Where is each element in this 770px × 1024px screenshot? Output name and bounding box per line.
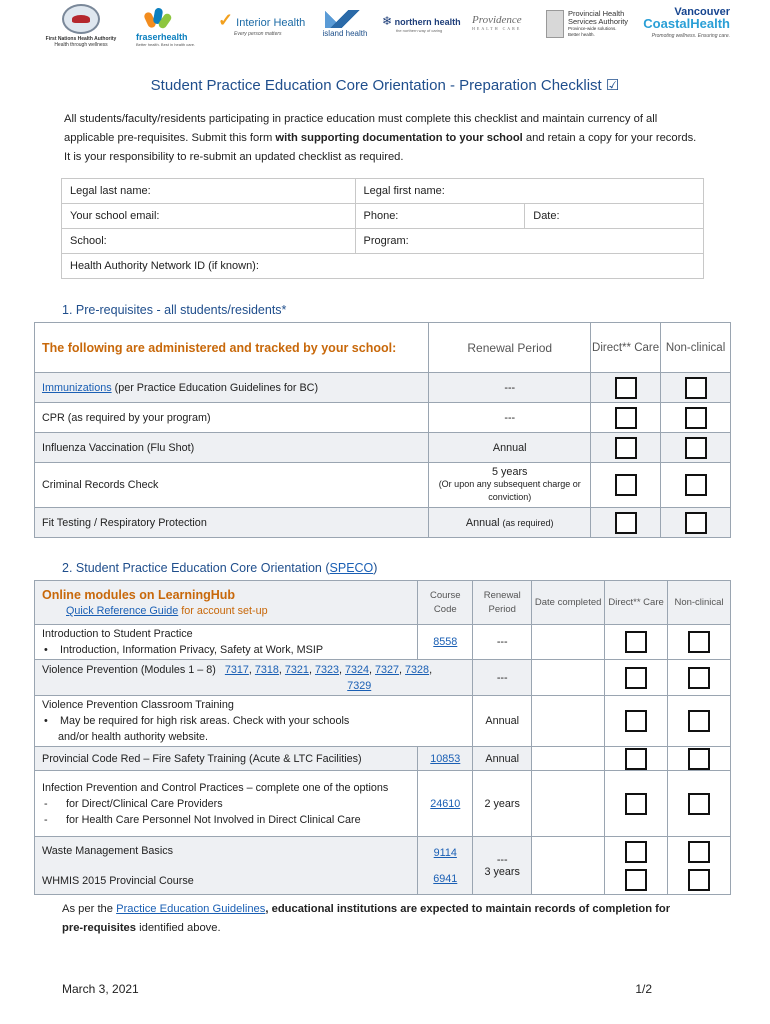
section1-heading: 1. Pre-requisites - all students/residents* <box>62 303 287 317</box>
violence-classroom-direct-checkbox[interactable] <box>625 710 647 732</box>
prereq-lead: The following are administered and tracked by your school: <box>35 323 429 373</box>
fit-testing-direct-checkbox[interactable] <box>615 512 637 534</box>
table-row: Influenza Vaccination (Flu Shot) Annual <box>35 433 731 463</box>
document-date: March 3, 2021 <box>62 982 139 996</box>
infection-prevention-direct-checkbox[interactable] <box>625 793 647 815</box>
date-completed-cell[interactable] <box>532 660 605 696</box>
records-note: As per the Practice Education Guidelines, educational institutions are expected to maintain records of completion for pre-requisites identified above. <box>62 903 671 934</box>
intro-paragraph: All students/faculty/residents participating in practice education must complete this checklist and maintain currency of all applicable pre-requisites. Submit this form with supporting documentation to your school and retain a copy for your records. It is your responsibility to re-submit an updated checklist as required. <box>64 113 697 163</box>
code-red-nonclinical-checkbox[interactable] <box>688 748 710 770</box>
school-field[interactable]: School: <box>62 229 356 254</box>
course-code-link[interactable]: 7329 <box>347 679 372 692</box>
cpr-direct-checkbox[interactable] <box>615 407 637 429</box>
bc-map-icon <box>546 10 564 38</box>
providence-logo: Providence HEALTH CARE <box>472 14 522 31</box>
page-title: Student Practice Education Core Orientation - Preparation Checklist ☑ <box>150 77 620 94</box>
table-row: Infection Prevention and Control Practices – complete one of the options - for Direct/Clinical Care Providers - for Health Care Personnel Not Involved in Direct Clinical Care 24610 2 years <box>35 771 731 837</box>
whmis-direct-checkbox[interactable] <box>625 869 647 891</box>
date-completed-cell[interactable] <box>532 771 605 837</box>
course-code-link[interactable]: 7327 <box>375 663 400 676</box>
table-row: Provincial Code Red – Fire Safety Training (Acute & LTC Facilities) 10853 Annual <box>35 747 731 771</box>
criminal-check-direct-checkbox[interactable] <box>615 474 637 496</box>
waste-management-nonclinical-checkbox[interactable] <box>688 841 710 863</box>
renewal-period-header: Renewal Period <box>473 581 532 625</box>
intro-student-practice-direct-checkbox[interactable] <box>625 631 647 653</box>
table-row: Criminal Records Check 5 years (Or upon any subsequent charge or conviction) <box>35 463 731 508</box>
prerequisites-table <box>34 322 731 538</box>
date-completed-cell[interactable] <box>532 837 605 895</box>
fraser-emblem-icon <box>146 8 170 32</box>
page-number: 1/2 <box>635 982 652 996</box>
whmis-nonclinical-checkbox[interactable] <box>688 869 710 891</box>
course-code-link[interactable]: 7318 <box>254 663 279 676</box>
fnha-emblem-icon <box>62 4 100 34</box>
speco-link[interactable]: SPECO <box>329 561 374 575</box>
immunizations-direct-checkbox[interactable] <box>615 377 637 399</box>
influenza-nonclinical-checkbox[interactable] <box>685 437 707 459</box>
island-health-logo: island health <box>320 10 370 38</box>
program-field[interactable]: Program: <box>355 229 704 254</box>
violence-classroom-nonclinical-checkbox[interactable] <box>688 710 710 732</box>
phone-field[interactable]: Phone: <box>355 204 525 229</box>
immunizations-link[interactable]: Immunizations <box>42 381 112 394</box>
date-completed-cell[interactable] <box>532 747 605 771</box>
infection-prevention-nonclinical-checkbox[interactable] <box>688 793 710 815</box>
course-code-link[interactable]: 9114 <box>433 846 457 859</box>
waste-management-direct-checkbox[interactable] <box>625 841 647 863</box>
student-info-table <box>61 178 704 279</box>
date-completed-header: Date completed <box>532 581 605 625</box>
table-row: Immunizations (per Practice Education Guidelines for BC) --- <box>35 373 731 403</box>
course-code-link[interactable]: 7324 <box>344 663 370 676</box>
vch-logo: Vancouver CoastalHealth Promoting wellness. Ensuring care. <box>643 6 730 39</box>
legal-first-name-field[interactable]: Legal first name: <box>355 179 704 204</box>
section2-heading: 2. Student Practice Education Core Orientation (SPECO) <box>62 561 378 575</box>
table-row: Fit Testing / Respiratory Protection Annual (as required) <box>35 508 731 538</box>
table-row: Introduction to Student Practice • Introduction, Information Privacy, Safety at Work, MSIP 8558 --- <box>35 625 731 660</box>
online-modules-lead: Online modules on LearningHub <box>42 588 236 602</box>
immunizations-nonclinical-checkbox[interactable] <box>685 377 707 399</box>
course-code-link[interactable]: 7328 <box>405 663 430 676</box>
table-row: Violence Prevention Classroom Training • May be required for high risk areas. Check with your schools and/or health authority website. Annual <box>35 696 731 747</box>
renewal-period-header: Renewal Period <box>429 323 591 373</box>
non-clinical-header: Non-clinical <box>668 581 731 625</box>
table-row: Waste Management Basics WHMIS 2015 Provincial Course 9114 6941 --- 3 years <box>35 837 731 895</box>
island-mountain-icon <box>325 10 365 28</box>
interior-health-logo: ✓ Interior Health Every person matters <box>218 10 306 37</box>
phsa-logo: Provincial Health Services Authority Province-wide solutions. Better health. <box>546 10 642 38</box>
code-red-direct-checkbox[interactable] <box>625 748 647 770</box>
violence-prevention-direct-checkbox[interactable] <box>625 667 647 689</box>
course-code-link[interactable]: 6941 <box>433 872 458 885</box>
violence-prevention-nonclinical-checkbox[interactable] <box>688 667 710 689</box>
table-row: CPR (as required by your program) --- <box>35 403 731 433</box>
intro-student-practice-nonclinical-checkbox[interactable] <box>688 631 710 653</box>
course-code-link[interactable]: 8558 <box>433 636 458 648</box>
direct-care-header: Direct** Care <box>591 323 661 373</box>
course-code-link[interactable]: 10853 <box>430 752 461 765</box>
date-field[interactable]: Date: <box>525 204 704 229</box>
course-code-link[interactable]: 7323 <box>314 663 339 676</box>
influenza-direct-checkbox[interactable] <box>615 437 637 459</box>
date-completed-cell[interactable] <box>532 696 605 747</box>
direct-care-header: Direct** Care <box>605 581 668 625</box>
fnha-logo: First Nations Health Authority Health through wellness <box>40 4 122 48</box>
date-completed-cell[interactable] <box>532 625 605 660</box>
health-authority-logos <box>40 4 730 58</box>
network-id-field[interactable]: Health Authority Network ID (if known): <box>62 254 704 279</box>
legal-last-name-field[interactable]: Legal last name: <box>62 179 356 204</box>
school-email-field[interactable]: Your school email: <box>62 204 356 229</box>
course-code-link[interactable]: 7321 <box>284 663 309 676</box>
table-row: Violence Prevention (Modules 1 – 8) 7317, 7318, 7321, 7323, 7324, 7327, 7328, 7329 --- <box>35 660 731 696</box>
course-code-link[interactable]: 7317 <box>224 663 249 676</box>
fraser-health-logo: fraserhealth Better health. Best in health care. <box>136 8 206 47</box>
cpr-nonclinical-checkbox[interactable] <box>685 407 707 429</box>
course-code-link[interactable]: 24610 <box>430 797 461 810</box>
non-clinical-header: Non-clinical <box>661 323 731 373</box>
northern-health-logo: ❄ northern health the northern way of caring <box>382 14 461 33</box>
practice-education-guidelines-link[interactable]: Practice Education Guidelines <box>116 903 266 915</box>
speco-table: Online modules on LearningHub Quick Reference Guide for account set-up Course Code Renewal Period Date completed Direct** Care Non-clinical Introduction to Student Practice • Introduction, Information Privacy, Safety at Work, MSIP 8558 --- Violence Prevention (Modules 1 – 8) 7317, 7318, 7321, 7323, 7324, 7327, 7328, 7329 --- Violence Prevention Classroom Training • May be required for high risk areas. Check with your schools and/or health authority website. Annual Provincial Code Red – Fire Safety Training (Acute & LTC Facilities) 10853 Annual Infection Prevention and Control Practices – complete one of the options - for Direct/Clinical Care Providers - for Health Care Personnel Not Involved in Direct Clinical Care 24610 2 years Waste Management Basics WHMIS 2015 Provincial Course 9114 6941 --- 3 years <box>34 580 731 895</box>
quick-reference-guide-link[interactable]: Quick Reference Guide <box>66 605 179 617</box>
fit-testing-nonclinical-checkbox[interactable] <box>685 512 707 534</box>
criminal-check-nonclinical-checkbox[interactable] <box>685 474 707 496</box>
course-code-header: Course Code <box>418 581 473 625</box>
